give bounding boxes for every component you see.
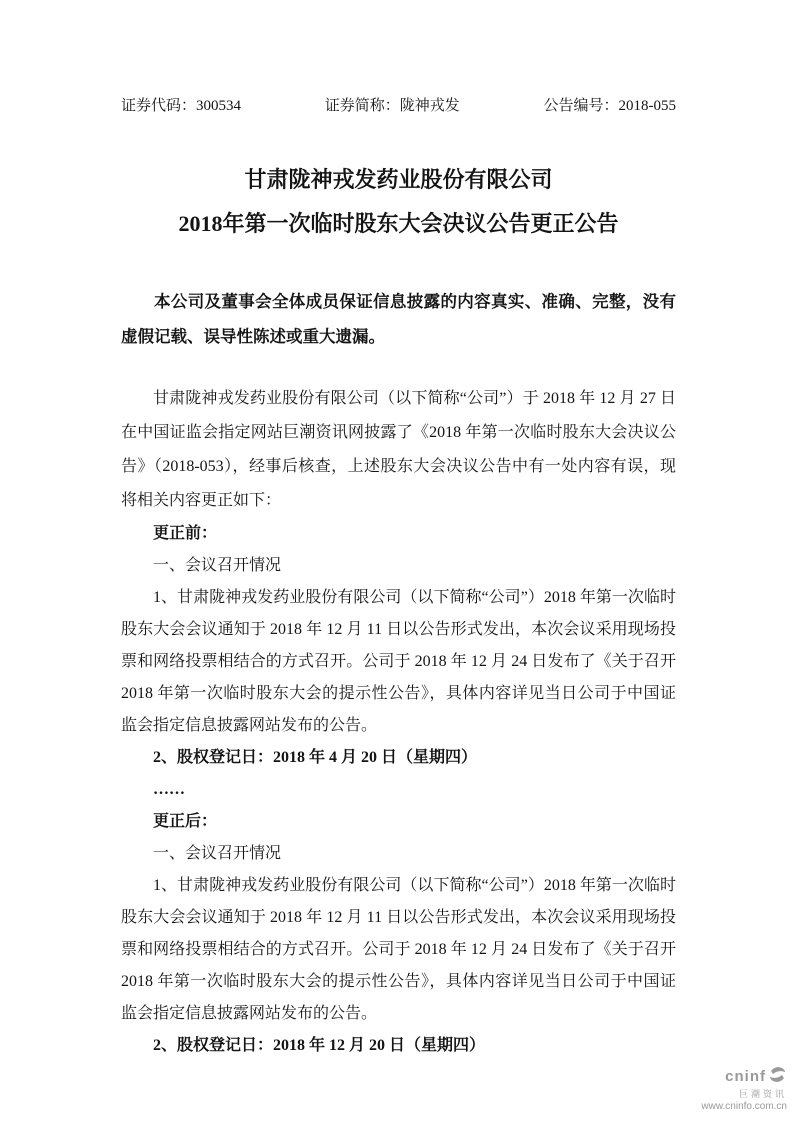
before-item1-paragraph: 1、甘肃陇神戎发药业股份有限公司（以下简称“公司”）2018 年第一次临时股东大会会议通知于 2018 年 12 月 11 日以公告形式发出，本次会议采用现场投票和网络投票相结合的方式召开。公司于 2018 年 12 月 24 日发布了《关于召开 2018 年第一次临时股东大会的提示性公告》，具体内容详见当日公司于中国证监会指定信息披露网站发布的公告。 [121, 589, 676, 734]
cninfo-wordmark: cninf [725, 1068, 766, 1086]
disclaimer-paragraph: 本公司及董事会全体成员保证信息披露的内容真实、准确、完整，没有虚假记载、误导性陈述或重大遗漏。 [121, 292, 676, 346]
intro-paragraph: 甘肃陇神戎发药业股份有限公司（以下简称“公司”）于 2018 年 12 月 27 日在中国证监会指定网站巨潮资讯网披露了《2018 年第一次临时股东大会决议公告》（2018-053），经事后核查，上述股东大会决议公告中有一处内容有误，现将相关内容更正如下： [121, 390, 676, 509]
announcement-title-line: 2018年第一次临时股东大会决议公告更正公告 [178, 211, 619, 236]
after-correction-heading: 更正后： [153, 813, 218, 830]
stock-short-name: 证券简称：陇神戎发 [324, 98, 460, 114]
company-name-line: 甘肃陇神戎发药业股份有限公司 [244, 167, 553, 192]
cninfo-logo-row [701, 1066, 787, 1088]
ellipsis-line: …… [153, 781, 185, 798]
after-item1-paragraph: 1、甘肃陇神戎发药业股份有限公司（以下简称“公司”）2018 年第一次临时股东大会会议通知于 2018 年 12 月 11 日以公告形式发出，本次会议采用现场投票和网络投票相结合的方式召开。公司于 2018 年 12 月 24 日发布了《关于召开 2018 年第一次临时股东大会的提示性公告》，具体内容详见当日公司于中国证监会指定信息披露网站发布的公告。 [121, 877, 676, 1022]
cninfo-logo [701, 1066, 787, 1112]
stock-code: 证券代码：300534 [121, 98, 242, 114]
cninfo-chinese-name: 巨潮资讯 [738, 1089, 787, 1100]
cninfo-url: www.cninfo.com.cn [701, 1100, 787, 1112]
after-section-title: 一、会议召开情况 [153, 845, 282, 862]
before-section-title: 一、会议召开情况 [153, 557, 282, 574]
cninfo-swirl-icon [768, 1066, 787, 1088]
document-header [121, 96, 676, 116]
announcement-number: 公告编号：2018-055 [543, 98, 676, 114]
before-correction-heading: 更正前： [153, 525, 218, 542]
after-item2-record-date: 2、股权登记日：2018 年 12 月 20 日（星期四） [153, 1037, 486, 1054]
before-item2-record-date: 2、股权登记日：2018 年 4 月 20 日（星期四） [153, 749, 478, 766]
document-title [121, 158, 676, 246]
